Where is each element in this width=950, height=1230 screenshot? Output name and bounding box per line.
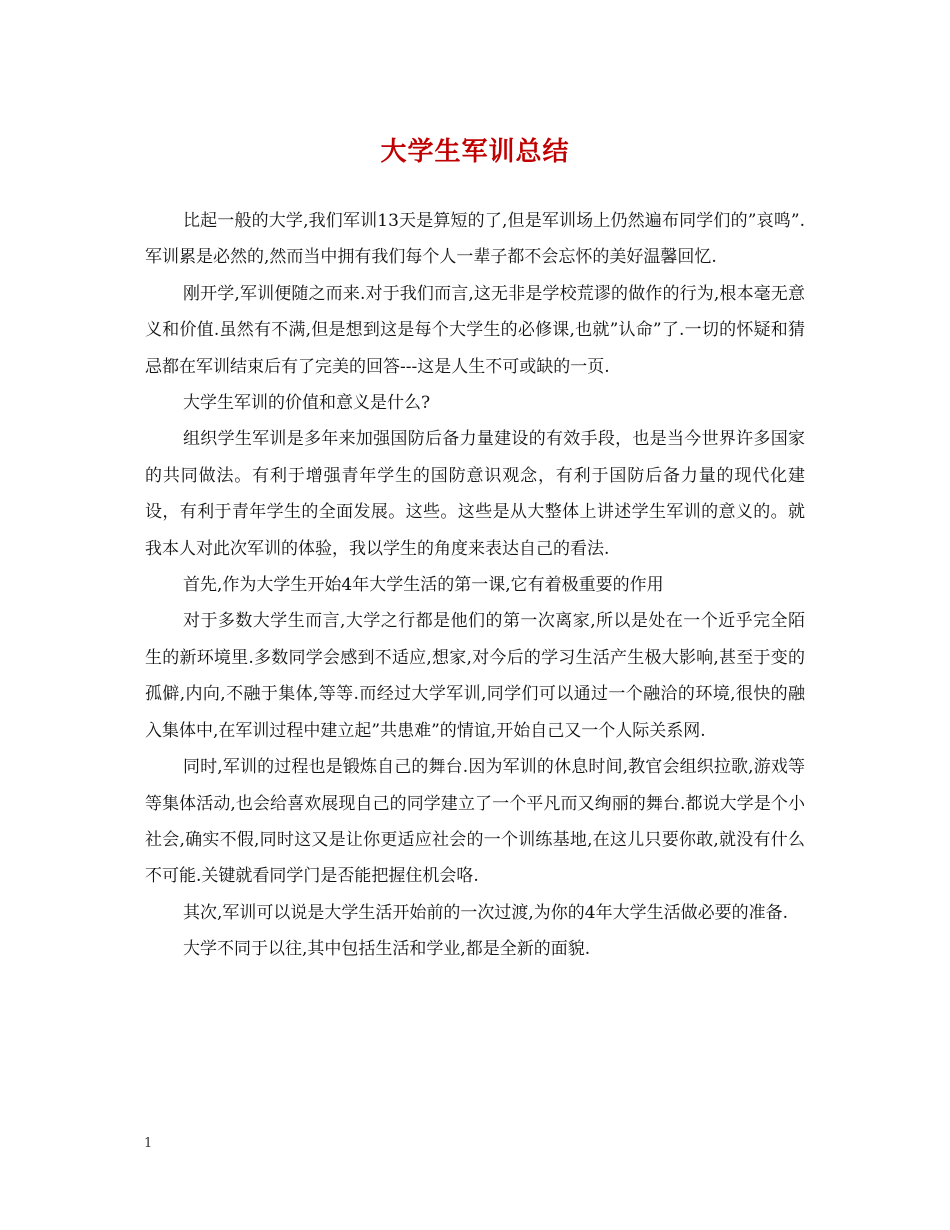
paragraph: 首先,作为大学生开始4年大学生活的第一课,它有着极重要的作用	[183, 575, 664, 596]
paragraph: 大学不同于以往,其中包括生活和学业,都是全新的面貌.	[183, 939, 591, 960]
paragraph: 刚开学,军训便随之而来.对于我们而言,这无非是学校荒谬的做作的行为,根本毫无意义和价值.虽然有不满,但是想到这是每个大学生的必修课,也就”认命”了.一切的怀疑和猜忌都在军训结束后有了完美的回答---这是人生不可或缺的一页.	[145, 283, 805, 377]
paragraph: 同时,军训的过程也是锻炼自己的舞台.因为军训的休息时间,教官会组织拉歌,游戏等等集体活动,也会给喜欢展现自己的同学建立了一个平凡而又绚丽的舞台.都说大学是个小社会,确实不假,同时这又是让你更适应社会的一个训练基地,在这儿只要你敢,就没有什么不可能.关键就看同学门是否能把握住机会咯.	[145, 757, 805, 887]
page-number: 1	[144, 1136, 153, 1151]
paragraph: 组织学生军训是多年来加强国防后备力量建设的有效手段，也是当今世界许多国家的共同做法。有利于增强青年学生的国防意识观念，有利于国防后备力量的现代化建设，有利于青年学生的全面发展。这些。这些是从大整体上讲述学生军训的意义的。就我本人对此次军训的体验，我以学生的角度来表达自己的看法.	[145, 429, 805, 559]
paragraph: 大学生军训的价值和意义是什么?	[183, 393, 431, 414]
document-body	[145, 203, 805, 968]
document-title: 大学生军训总结	[380, 137, 570, 167]
paragraph: 对于多数大学生而言,大学之行都是他们的第一次离家,所以是处在一个近乎完全陌生的新环境里.多数同学会感到不适应,想家,对今后的学习生活产生极大影响,甚至于变的孤僻,内向,不融于集体,等等.而经过大学军训,同学们可以通过一个融洽的环境,很快的融入集体中,在军训过程中建立起”共患难”的情谊,开始自己又一个人际关系网.	[145, 611, 805, 741]
paragraph: 比起一般的大学,我们军训13天是算短的了,但是军训场上仍然遍布同学们的”哀鸣”.军训累是必然的,然而当中拥有我们每个人一辈子都不会忘怀的美好温馨回忆.	[145, 211, 805, 268]
paragraph: 其次,军训可以说是大学生活开始前的一次过渡,为你的4年大学生活做必要的准备.	[183, 902, 789, 923]
